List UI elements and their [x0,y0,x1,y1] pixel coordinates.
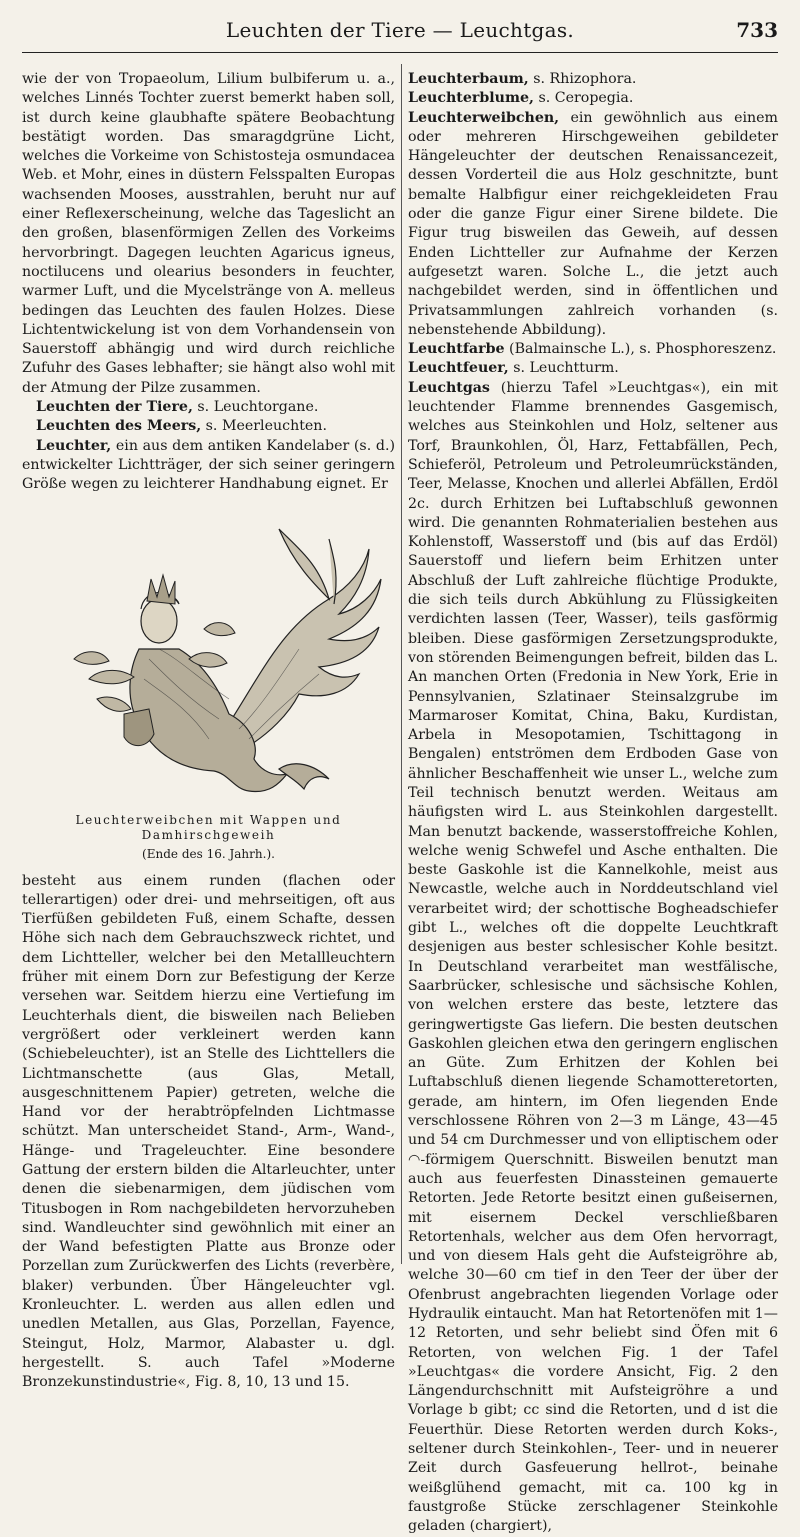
left-column [22,70,395,1393]
entry-headword: Leuchterweibchen, [408,109,560,126]
entry-leuchtfeuer [408,359,778,378]
entry-text: ein gewöhnlich aus einem oder mehreren Hirschgeweihen gebildeter Hängeleuchter der deutschen Renaissancezeit, dessen Vorderteil die aus Holz geschnitzte, bunt bemalte Halbfigur einer reichgekleideten Frau oder die ganze Figur einer Sirene bildete. Die Figur trug bisweilen das Geweih, auf dessen Enden Lichtteller zur Aufnahme der Kerzen aufgesetzt waren. Solche L., die jetzt auch nachgebildet werden, sind in öffentlichen und Privatsammlungen zahlreich vorhanden (s. nebenstehende Abbildung). [408,109,778,338]
page-number: 733 [736,18,778,42]
entry-text: s. Leuchtorgane. [192,399,319,416]
running-header [22,18,778,53]
entry-headword: Leuchten der Tiere, [36,399,193,416]
entry-leuchten-des-meers [22,417,395,436]
entry-text: s. Ceropegia. [533,90,634,107]
entry-leuchterblume [408,89,778,108]
right-column [408,70,778,1537]
entry-headword: Leuchter, [36,437,112,454]
entry-text: s. Meerleuchten. [201,418,327,435]
entry-leuchter-continued: besteht aus einem runden (flachen oder tellerartigen) oder drei- und mehrseitigen, oft aus Tierfüßen gebildeten Fuß, einem Schafte, dessen Höhe sich nach dem Gebrauchszweck richtet, und dem Lichtteller, welcher bei den Metallleuchtern früher mit einem Dorn zur Befestigung der Kerze versehen war. Seitdem hierzu eine Vertiefung im Leuchterhals dient, die bisweilen nach Belieben vergrößert oder verkleinert werden kann (Schiebeleuchter), ist an Stelle des Lichttellers die Lichtmanschette (aus Glas, Metall, ausgeschnittenem Papier) getreten, welche die Hand vor der herabtröpfelnden Lichtmasse schützt. Man unterscheidet Stand-, Arm-, Wand-, Hänge- und Trageleuchter. Eine besondere Gattung der erstern bilden die Altarleuchter, unter denen die siebenarmigen, dem jüdischen vom Titusbogen in Rom nachgebildeten hervorzuheben sind. Wandleuchter sind gewöhnlich mit einer an der Wand befestigten Platte aus Bronze oder Porzellan zum Zurückwerfen des Lichts (reverbère, blaker) verbunden. Über Hängeleuchter vgl. Kronleuchter. L. werden aus allen edlen und unedlen Metallen, aus Glas, Porzellan, Fayence, Steingut, Holz, Marmor, Alabaster u. dgl. hergestellt. S. auch Tafel »Moderne Bronzekunstindustrie«, Fig. 8, 10, 13 und 15. [22,872,395,1391]
column-divider [401,64,402,1264]
entry-continuation-text: wie der von Tropaeolum, Lilium bulbiferum u. a., welches Linnés Tochter zuerst bemerkt haben soll, ist durch keine glaubhafte spätere Beobachtung bestätigt worden. Das smaragdgrüne Licht, welches die Vorkeime von Schistosteja osmundacea Web. et Mohr, eines in düstern Felsspalten Europas wachsenden Mooses, ausstrahlen, beruht nur auf einer Reflexerscheinung, welche das Tageslicht an den großen, blasenförmigen Zellen des Vorkeims hervorbringt. Dagegen leuchten Agaricus igneus, noctilucens und olearius besonders in feuchter, warmer Luft, und die Mycelstränge von A. melleus bedingen das Leuchten des faulen Holzes. Diese Lichtentwickelung ist von dem Vorhandensein von Sauerstoff abhängig und wird durch reichliche Zufuhr des Gases lebhafter; sie hängt also wohl mit der Atmung der Pilze zusammen. [22,71,395,396]
entry-text: (hierzu Tafel »Leuchtgas«), ein mit leuchtender Flamme brennendes Gasgemisch, welches aus Steinkohlen und Holz, seltener aus Torf, Braunkohlen, Öl, Harz, Fettabfällen, Pech, Schieferöl, Petroleum und Petroleumrückständen, Teer, Melasse, Knochen und allerlei Abfällen, Erdöl 2c. durch Erhitzen bei Luftabschluß gewonnen wird. Die genannten Rohmaterialien bestehen aus Kohlenstoff, Wasserstoff und (bis auf das Erdöl) Sauerstoff und liefern beim Erhitzen unter Abschluß der Luft zahlreiche flüchtige Produkte, die sich teils durch Abkühlung zu Flüssigkeiten verdichten lassen (Teer, Wasser), teils gasförmig bleiben. Diese gasförmigen Zersetzungsprodukte, von störenden Beimengungen befreit, bilden das L. An manchen Orten (Fredonia in New York, Erie in Pennsylvanien, Szlatinaer Steinsalzgrube im Marmaroser Komitat, China, Baku, Kurdistan, Arbela in Mesopotamien, Tschittagong in Bengalen) entströmen dem Erdboden Gase von ähnlicher Beschaffenheit wie unser L., welche zum Teil technisch benutzt werden. Weitaus am häufigsten wird L. aus Steinkohlen dargestellt. Man benutzt backende, wasserstoffreiche Kohlen, welche wenig Schwefel und Asche enthalten. Die beste Gaskohle ist die Kannelkohle, meist aus Newcastle, welche auch in Norddeutschland viel verarbeitet wird; der schottische Bogheadschiefer gibt L., welches oft die doppelte Leuchtkraft desjenigen aus bester schlesischer Kohle besitzt. In Deutschland verarbeitet man westfälische, Saarbrücker, schlesische und sächsische Kohlen, von welchen erstere das beste, letztere das geringwertigste Gas liefern. Die besten deutschen Gaskohlen gleichen etwa den geringern englischen an Güte. Zum Erhitzen der Kohlen bei Luftabschluß dienen liegende Schamotteretorten, gerade, am hintern, im Ofen liegenden Ende verschlossene Röhren von 2—3 m Länge, 43—45 und 54 cm Durchmesser und von elliptischem oder ◠-förmigem Querschnitt. Bisweilen benutzt man auch aus feuerfesten Dinassteinen gemauerte Retorten. Jede Retorte besitzt einen gußeisernen, mit eisernem Deckel verschließbaren Retortenhals, welcher aus dem Ofen hervorragt, und von diesem Hals geht die Aufsteigröhre ab, welche 30—60 cm tief in den Teer der über der Ofenbrust angebrachten liegenden Vorlage oder Hydraulik eintaucht. Man hat Retortenöfen mit 1—12 Retorten, und sehr beliebt sind Öfen mit 6 Retorten, von welchen Fig. 1 der Tafel »Leuchtgas« die vordere Ansicht, Fig. 2 den Längendurchschnitt mit Aufsteigröhre a und Vorlage b gibt; cc sind die Retorten, und d ist die Feuerthür. Diese Retorten werden durch Koks-, seltener durch Steinkohlen-, Teer- und in neuerer Zeit durch Gasfeuerung hellrot-, beinahe weißglühend gemacht, mit ca. 100 kg in faustgroße Stücke zerschlagener Steinkohle geladen (chargiert), [408,379,778,1535]
entry-headword: Leuchten des Meers, [36,418,202,435]
entry-leuchter [22,437,395,495]
entry-headword: Leuchtgas [408,379,490,396]
entry-text: ein aus dem antiken Kandelaber (s. d.) entwickelter Lichtträger, der sich seiner geringern Größe wegen zu leichterer Handhabung eignet. Er [22,437,395,493]
figure-caption: Leuchterweibchen mit Wappen und Damhirschgeweih [75,812,342,842]
entry-headword: Leuchterblume, [408,90,534,107]
figure-leuchterweibchen [22,509,395,862]
leuchterweibchen-illustration [29,509,389,809]
entry-headword: Leuchtfeuer, [408,360,509,377]
entry-text: (Balmainsche L.), s. Phosphoreszenz. [504,341,777,358]
entry-leuchterbaum [408,70,778,89]
entry-leuchtgas [408,379,778,1537]
figure-caption-date: (Ende des 16. Jahrh.). [142,846,275,861]
entry-text: s. Leuchtturm. [508,360,619,377]
entry-leuchterweibchen [408,109,778,341]
entry-text: s. Rhizophora. [528,71,637,87]
entry-leuchten-der-tiere [22,398,395,417]
entry-leuchtfarbe [408,340,778,359]
entry-headword: Leuchtfarbe [408,341,505,358]
header-title: Leuchten der Tiere — Leuchtgas. [225,18,575,42]
entry-headword: Leuchterbaum, [408,71,529,87]
